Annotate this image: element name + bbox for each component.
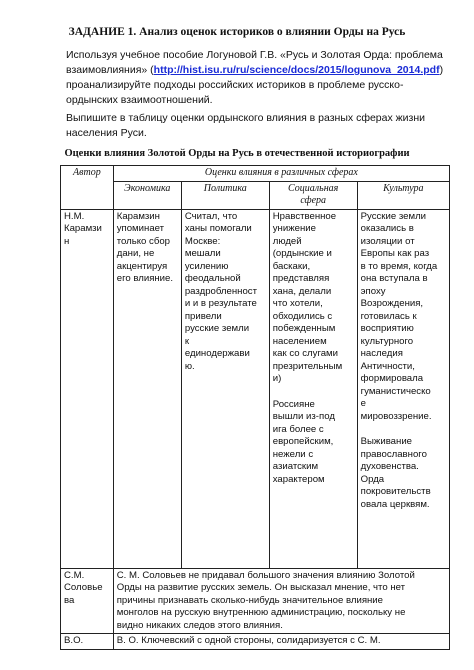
cell-line: унижение [272, 223, 316, 234]
intro-link-line [66, 63, 446, 78]
cell-line: овала церквям. [360, 498, 430, 510]
cell-culture [357, 209, 449, 568]
cell-line: как со слугами [272, 348, 339, 359]
task-instruction [66, 111, 446, 141]
historiography-table [60, 165, 450, 650]
cell-line: к [184, 335, 190, 347]
header-author: Автор [61, 166, 114, 210]
cell-line: С. М. Соловьев не придавал большого значения влиянию Золотой [116, 569, 415, 581]
cell-line: Россияне [272, 398, 315, 410]
table-row-karamzin [61, 209, 450, 568]
cell-line: Русские земли [360, 210, 427, 222]
cell-line: ва [64, 594, 75, 606]
cell-line: русские земли [184, 323, 250, 334]
task-intro [66, 48, 446, 108]
cell-line: представляя [272, 273, 330, 284]
cell-line: его влияние. [116, 273, 174, 284]
cell-line: презрительным [272, 360, 343, 372]
cell-economy [113, 209, 181, 568]
cell-line: раздробленност [184, 285, 257, 297]
cell-politics [181, 209, 269, 568]
cell-line: ханы помогали [184, 223, 252, 234]
intro-prefix: взаимовлияния» ( [66, 64, 154, 76]
header-economy: Экономика [113, 181, 181, 209]
cell-summary [113, 568, 449, 634]
cell-line: Выживание [360, 436, 413, 447]
cell-social [269, 209, 357, 568]
cell-line: акцентируя [116, 260, 168, 272]
intro-suffix: ) [439, 64, 444, 76]
cell-line: оказались в [360, 223, 414, 234]
source-link[interactable]: http://hist.isu.ru/ru/science/docs/2015/logunova_2014.pdf [153, 64, 440, 76]
cell-line: н [64, 235, 70, 247]
cell-line: Античности, [360, 360, 415, 372]
instruction-line: Выпишите в таблицу оценки ордынского влияния в разных сферах жизни [66, 112, 426, 124]
cell-line: эпоху [360, 285, 386, 297]
cell-line: Нравственное [272, 210, 337, 222]
cell-line: азиатским [272, 461, 319, 472]
cell-line: Карамзи [64, 223, 102, 234]
header-social-line: сфера [300, 195, 327, 206]
cell-line: людей [272, 235, 302, 247]
cell-line: формировала [360, 373, 424, 384]
cell-line: нежели с [272, 448, 314, 460]
cell-line: восприятию [360, 323, 414, 334]
intro-line: ордынских взаимоотношений. [66, 94, 213, 106]
header-social [269, 181, 357, 209]
cell-line: Орды на развитие русских земель. Он высказал мнение, что нет [116, 582, 406, 593]
cell-line: усилению [184, 260, 229, 272]
cell-line: европейским, [272, 436, 334, 447]
cell-line: гуманистическо [360, 385, 431, 397]
table-header-row [61, 166, 450, 182]
cell-line: дани, не [116, 248, 155, 259]
cell-line: православного [360, 448, 427, 460]
cell-line: побежденным [272, 323, 336, 334]
cell-line: духовенства. [360, 461, 419, 472]
instruction-line: населения Руси. [66, 127, 147, 139]
header-group: Оценки влияния в различных сферах [113, 166, 449, 182]
intro-line: Используя учебное пособие Логуновой Г.В. «Русь и Золотая Орда: проблема [66, 49, 443, 61]
header-politics: Политика [181, 181, 269, 209]
cell-line: монголов на русскую внутреннюю администрацию, поскольку не [116, 607, 406, 618]
cell-gap [361, 423, 446, 436]
cell-line: Европы как раз [360, 248, 430, 259]
cell-line: только сбор [116, 235, 171, 247]
cell-line: видно никаких следов этого влияния. [116, 619, 283, 631]
cell-line: она вступала в [360, 273, 428, 284]
intro-line: проанализируйте подходы российских историков в проблеме русско- [66, 79, 404, 91]
cell-line: ю. [184, 360, 195, 372]
cell-line: культурного [360, 335, 414, 347]
cell-line: что хотели, [272, 298, 323, 309]
cell-author [61, 568, 114, 634]
cell-line: феодальной [184, 273, 241, 284]
cell-author [61, 634, 114, 650]
cell-line: обходились с [272, 310, 333, 322]
cell-line: С.М. [64, 569, 85, 581]
cell-line: Карамзин [116, 210, 160, 222]
cell-line: изоляции от [360, 235, 415, 247]
cell-line: упоминает [116, 223, 165, 234]
cell-line: хана, делали [272, 285, 332, 297]
cell-line: Н.М. [64, 210, 85, 222]
cell-line: единодержави [184, 348, 250, 359]
task-title: ЗАДАНИЕ 1. Анализ оценок историков о влиянии Орды на Русь [68, 26, 406, 38]
cell-line: покровительств [360, 486, 431, 497]
cell-line: и и в результате [184, 298, 257, 309]
cell-line: характером [272, 473, 325, 485]
table-row-soloviev [61, 568, 450, 634]
cell-line: В. О. Ключевский с одной стороны, солидаризуется с С. М. [116, 635, 381, 646]
cell-gap [273, 386, 354, 399]
cell-line: в то время, когда [360, 260, 438, 272]
cell-line: и) [272, 373, 282, 384]
cell-line: населением [272, 335, 327, 347]
cell-line: наследия [360, 348, 403, 359]
cell-summary [113, 634, 449, 650]
cell-line: баскаки, [272, 260, 311, 272]
table-subheader-row [61, 181, 450, 209]
table-caption: Оценки влияния Золотой Орды на Русь в отечественной историографии [64, 148, 410, 159]
cell-line: (ордынские и [272, 248, 332, 259]
cell-line: мировоззрение. [360, 410, 432, 422]
cell-line: ига более с [272, 423, 324, 435]
cell-line: Орда [360, 473, 385, 485]
cell-line: Москве: [184, 235, 221, 247]
cell-line: мешали [184, 248, 221, 259]
cell-line: причины признавать сколько-нибудь значительное влияние [116, 594, 384, 606]
cell-line: Считал, что [184, 210, 238, 222]
cell-line: В.О. [64, 635, 84, 646]
cell-line: е [360, 398, 366, 409]
cell-line: вышли из-под [272, 411, 335, 422]
header-culture: Культура [357, 181, 449, 209]
cell-line: Возрождения, [360, 298, 424, 309]
cell-line: Соловье [64, 582, 103, 593]
cell-author [61, 209, 114, 568]
table-row-klyuchevsky [61, 634, 450, 650]
cell-line: привели [184, 310, 222, 322]
cell-line: готовилась к [360, 310, 417, 322]
header-social-line: Социальная [288, 182, 339, 194]
